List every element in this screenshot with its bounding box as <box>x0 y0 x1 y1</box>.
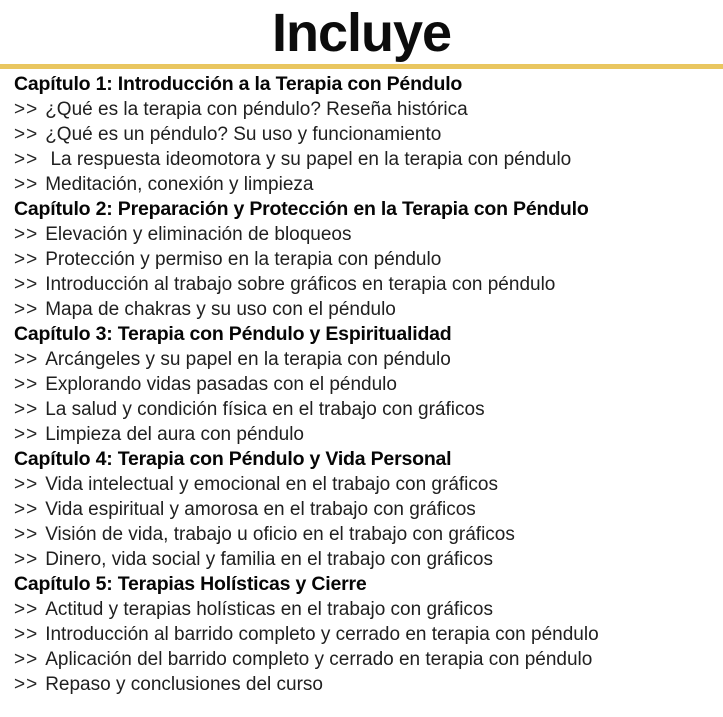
chapter-block <box>14 72 709 197</box>
page-title: Incluye <box>271 3 452 63</box>
list-item-label: Limpieza del aura con péndulo <box>45 424 304 445</box>
list-item <box>14 297 709 322</box>
list-item-label: Introducción al barrido completo y cerrado en terapia con péndulo <box>45 624 599 645</box>
list-item-label: Mapa de chakras y su uso con el péndulo <box>45 299 396 320</box>
chevron-bullet-icon: >> <box>14 524 39 545</box>
chapter-heading: Capítulo 2: Preparación y Protección en la Terapia con Péndulo <box>14 198 589 220</box>
chapter-heading: Capítulo 3: Terapia con Péndulo y Espiritualidad <box>14 323 452 345</box>
chapter-heading: Capítulo 1: Introducción a la Terapia con Péndulo <box>14 73 463 95</box>
chevron-bullet-icon: >> <box>14 599 39 620</box>
list-item <box>14 372 709 397</box>
chevron-bullet-icon: >> <box>14 174 39 195</box>
list-item <box>14 172 709 197</box>
list-item-label: Elevación y eliminación de bloqueos <box>45 224 352 245</box>
chapter-block <box>14 572 709 697</box>
list-item <box>14 597 709 622</box>
list-item <box>14 97 709 122</box>
chevron-bullet-icon: >> <box>14 424 39 445</box>
list-item <box>14 347 709 372</box>
chevron-bullet-icon: >> <box>14 474 39 495</box>
list-item <box>14 422 709 447</box>
list-item-label: Dinero, vida social y familia en el trabajo con gráficos <box>45 549 493 570</box>
chevron-bullet-icon: >> <box>14 624 39 645</box>
list-item <box>14 247 709 272</box>
list-item-label: Meditación, conexión y limpieza <box>45 174 314 195</box>
list-item <box>14 122 709 147</box>
list-item-label: Repaso y conclusiones del curso <box>45 674 323 695</box>
chevron-bullet-icon: >> <box>14 549 39 570</box>
list-item <box>14 222 709 247</box>
chapter-heading: Capítulo 4: Terapia con Péndulo y Vida Personal <box>14 448 452 470</box>
list-item-label: La respuesta ideomotora y su papel en la terapia con péndulo <box>45 149 572 170</box>
chevron-bullet-icon: >> <box>14 399 39 420</box>
list-item-label: Actitud y terapias holísticas en el trabajo con gráficos <box>45 599 493 620</box>
chapter-list <box>0 69 723 697</box>
chevron-bullet-icon: >> <box>14 99 39 120</box>
list-item-label: Vida espiritual y amorosa en el trabajo con gráficos <box>45 499 476 520</box>
list-item-label: Explorando vidas pasadas con el péndulo <box>45 374 397 395</box>
chevron-bullet-icon: >> <box>14 224 39 245</box>
list-item <box>14 497 709 522</box>
list-item-label: La salud y condición física en el trabajo con gráficos <box>45 399 485 420</box>
list-item <box>14 672 709 697</box>
list-item <box>14 522 709 547</box>
list-item-label: Introducción al trabajo sobre gráficos en terapia con péndulo <box>45 274 556 295</box>
list-item <box>14 147 709 172</box>
list-item-label: Protección y permiso en la terapia con péndulo <box>45 249 442 270</box>
chevron-bullet-icon: >> <box>14 299 39 320</box>
chapter-block <box>14 447 709 572</box>
list-item <box>14 547 709 572</box>
chapter-heading: Capítulo 5: Terapias Holísticas y Cierre <box>14 573 367 595</box>
chapter-block <box>14 322 709 447</box>
list-item <box>14 272 709 297</box>
list-item-label: ¿Qué es la terapia con péndulo? Reseña histórica <box>45 99 468 120</box>
list-item-label: Arcángeles y su papel en la terapia con péndulo <box>45 349 451 370</box>
chapter-block <box>14 197 709 322</box>
list-item <box>14 472 709 497</box>
chevron-bullet-icon: >> <box>14 124 39 145</box>
list-item <box>14 647 709 672</box>
chevron-bullet-icon: >> <box>14 499 39 520</box>
list-item-label: ¿Qué es un péndulo? Su uso y funcionamiento <box>45 124 442 145</box>
chevron-bullet-icon: >> <box>14 349 39 370</box>
list-item-label: Visión de vida, trabajo u oficio en el trabajo con gráficos <box>45 524 515 545</box>
chevron-bullet-icon: >> <box>14 274 39 295</box>
chevron-bullet-icon: >> <box>14 149 39 170</box>
list-item <box>14 397 709 422</box>
list-item <box>14 622 709 647</box>
list-item-label: Aplicación del barrido completo y cerrado en terapia con péndulo <box>45 649 593 670</box>
chevron-bullet-icon: >> <box>14 649 39 670</box>
chevron-bullet-icon: >> <box>14 674 39 695</box>
chevron-bullet-icon: >> <box>14 374 39 395</box>
chevron-bullet-icon: >> <box>14 249 39 270</box>
list-item-label: Vida intelectual y emocional en el trabajo con gráficos <box>45 474 498 495</box>
